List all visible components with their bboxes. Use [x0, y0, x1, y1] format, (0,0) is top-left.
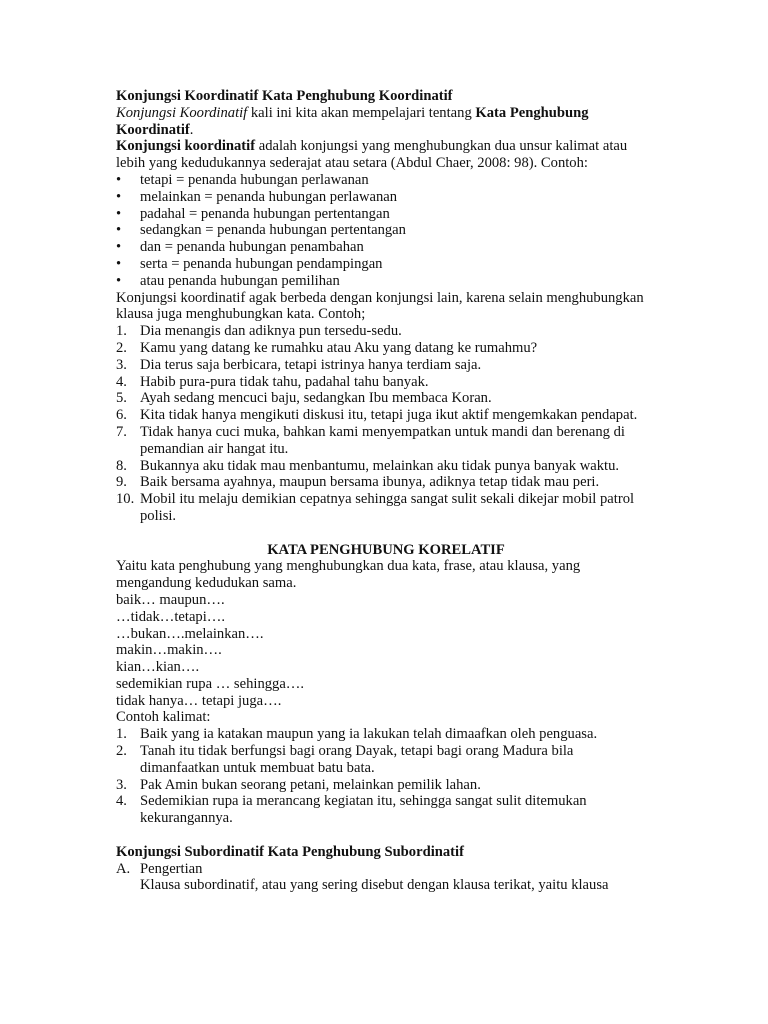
- spacer: [116, 525, 656, 542]
- list-item: [116, 407, 656, 424]
- list-text: Habib pura-pura tidak tahu, padahal tahu banyak.: [140, 373, 429, 390]
- definition-term: Konjungsi koordinatif: [116, 138, 256, 155]
- list-item: [116, 474, 656, 491]
- list-item: • sedangkan = penanda hubungan pertentangan: [116, 222, 656, 239]
- contoh-label: Contoh kalimat:: [116, 709, 211, 726]
- spacer: [116, 827, 656, 844]
- korelatif-example-list: [116, 726, 656, 827]
- list-text: Tidak hanya cuci muka, bahkan kami menyempatkan untuk mandi dan berenang di pemandian air hangat itu.: [140, 423, 625, 457]
- intro-end: .: [189, 121, 194, 138]
- list-text: Baik bersama ayahnya, maupun bersama ibunya, adiknya tetap tidak mau peri.: [140, 474, 600, 491]
- list-item: [116, 777, 656, 794]
- list-item: [116, 793, 656, 827]
- document-content: [116, 88, 656, 894]
- list-text: Ayah sedang mencuci baju, sedangkan Ibu membaca Koran.: [140, 390, 492, 407]
- section-heading-koordinatif: Konjungsi Koordinatif Kata Penghubung Koordinatif: [116, 88, 453, 104]
- list-item: • atau penanda hubungan pemilihan: [116, 273, 656, 290]
- list-item: [116, 861, 656, 878]
- list-item: • tetapi = penanda hubungan perlawanan: [116, 172, 656, 189]
- section-heading-korelatif: KATA PENGHUBUNG KORELATIF: [267, 541, 505, 558]
- list-item: • melainkan = penanda hubungan perlawanan: [116, 189, 656, 206]
- list-number: 3.: [116, 356, 127, 373]
- list-number: 10.: [116, 491, 135, 508]
- list-item: [116, 458, 656, 475]
- pair-line: kian…kian….: [116, 659, 200, 676]
- definition-text: adalah konjungsi yang menghubungkan dua unsur kalimat atau lebih yang kedudukannya sederajat atau setara (Abdul Chaer, 2008: 98). Contoh:: [116, 138, 628, 172]
- list-marker: A.: [116, 860, 131, 877]
- list-number: 6.: [116, 407, 127, 424]
- korelatif-paragraph: Yaitu kata penghubung yang menghubungkan dua kata, frase, atau klausa, yang mengandung kedudukan sama.: [116, 558, 581, 592]
- pair-line: …bukan….melainkan….: [116, 625, 264, 642]
- intro-paragraph: [116, 105, 656, 139]
- explanation-paragraph: Konjungsi koordinatif agak berbeda dengan konjungsi lain, karena selain menghubungkan klausa juga menghubungkan kata. Contoh;: [116, 289, 644, 323]
- list-number: 1.: [116, 323, 127, 340]
- list-text: Sedemikian rupa ia merancang kegiatan itu, sehingga sangat sulit ditemukan kekurangannya.: [140, 793, 587, 827]
- subordinatif-outline: [116, 861, 656, 878]
- koordinatif-example-list: [116, 323, 656, 525]
- list-text: Pak Amin bukan seorang petani, melainkan pemilik lahan.: [140, 776, 481, 793]
- list-text: Dia terus saja berbicara, tetapi istrinya hanya terdiam saja.: [140, 356, 482, 373]
- pair-line: …tidak…tetapi….: [116, 608, 226, 625]
- list-number: 1.: [116, 726, 127, 743]
- list-text: Baik yang ia katakan maupun yang ia lakukan telah dimaafkan oleh penguasa.: [140, 726, 598, 743]
- list-item: • serta = penanda hubungan pendampingan: [116, 256, 656, 273]
- pair-line: sedemikian rupa … sehingga….: [116, 675, 305, 692]
- list-text: Tanah itu tidak berfungsi bagi orang Dayak, tetapi bagi orang Madura bila dimanfaatkan untuk membuat batu bata.: [140, 743, 574, 776]
- pair-line: baik… maupun….: [116, 591, 225, 608]
- list-text: Dia menangis dan adiknya pun tersedu-sedu.: [140, 323, 402, 340]
- conjunction-bullet-list: [116, 172, 656, 290]
- subordinatif-paragraph: Klausa subordinatif, atau yang sering disebut dengan klausa terikat, yaitu klausa: [140, 877, 609, 894]
- list-item: [116, 390, 656, 407]
- section-heading-subordinatif: Konjungsi Subordinatif Kata Penghubung Subordinatif: [116, 843, 464, 860]
- list-number: 4.: [116, 793, 127, 810]
- intro-text: kali ini kita akan mempelajari tentang: [247, 104, 476, 121]
- list-number: 7.: [116, 423, 127, 440]
- definition-paragraph: [116, 138, 656, 172]
- list-item: [116, 424, 656, 458]
- list-item: [116, 323, 656, 340]
- list-text: Kamu yang datang ke rumahku atau Aku yang datang ke rumahmu?: [140, 339, 538, 356]
- list-text: Mobil itu melaju demikian cepatnya sehingga sangat sulit sekali dikejar mobil patrol polisi.: [140, 491, 635, 524]
- list-number: 8.: [116, 457, 127, 474]
- list-number: 2.: [116, 743, 127, 760]
- list-number: 5.: [116, 390, 127, 407]
- list-item: [116, 726, 656, 743]
- list-item: [116, 743, 656, 777]
- pair-line: makin…makin….: [116, 642, 222, 659]
- list-number: 4.: [116, 373, 127, 390]
- list-item: [116, 491, 656, 525]
- intro-bold: Kata Penghubung Koordinatif: [116, 104, 589, 138]
- list-number: 3.: [116, 776, 127, 793]
- list-item: • padahal = penanda hubungan pertentangan: [116, 206, 656, 223]
- list-item: [116, 374, 656, 391]
- list-number: 2.: [116, 339, 127, 356]
- list-item: [116, 340, 656, 357]
- list-text: Bukannya aku tidak mau menbantumu, melainkan aku tidak punya banyak waktu.: [140, 457, 620, 474]
- intro-italic: Konjungsi Koordinatif: [116, 104, 248, 121]
- subsection-label: Pengertian: [140, 860, 203, 877]
- list-item: • dan = penanda hubungan penambahan: [116, 239, 656, 256]
- list-number: 9.: [116, 474, 127, 491]
- list-item: [116, 357, 656, 374]
- list-text: Kita tidak hanya mengikuti diskusi itu, tetapi juga ikut aktif mengemkakan pendapat.: [140, 407, 638, 424]
- pair-line: tidak hanya… tetapi juga….: [116, 692, 282, 709]
